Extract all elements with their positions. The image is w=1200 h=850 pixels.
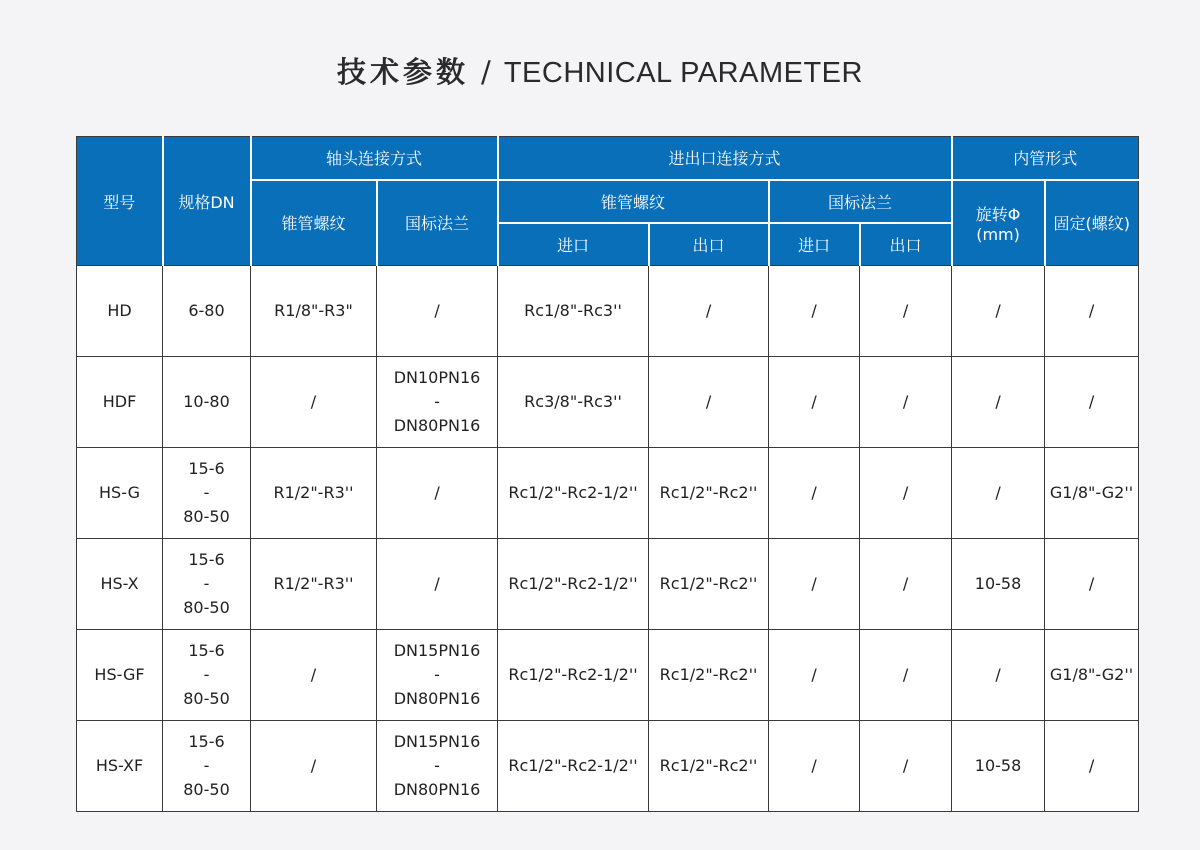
cell-taper-outlet: / [649, 266, 769, 357]
cell-flange-outlet: / [860, 539, 952, 630]
cell-spec-line: 15-6 [188, 459, 225, 478]
header-flange-inlet: 进口 [769, 223, 860, 266]
cell-rotate: 10-58 [952, 721, 1045, 812]
cell-fixed: G1/8"-G2'' [1045, 630, 1139, 721]
cell-shaft-flange-line: / [434, 483, 440, 502]
header-taper-inlet: 进口 [498, 223, 649, 266]
cell-spec [163, 630, 251, 721]
cell-taper-outlet: Rc1/2"-Rc2'' [649, 630, 769, 721]
cell-spec [163, 721, 251, 812]
header-rotate-line1: 旋转Φ [975, 204, 1021, 224]
cell-taper-inlet: Rc1/2"-Rc2-1/2'' [498, 539, 649, 630]
cell-spec [163, 357, 251, 448]
header-rotate [952, 180, 1045, 266]
cell-flange-inlet: / [769, 630, 860, 721]
header-spec: 规格DN [163, 137, 251, 266]
cell-fixed: / [1045, 357, 1139, 448]
header-shaft-flange: 国标法兰 [377, 180, 498, 266]
cell-spec [163, 448, 251, 539]
table-row [77, 357, 1139, 448]
page-title [0, 50, 1200, 91]
table-row [77, 539, 1139, 630]
header-fixed-thread: 固定(螺纹) [1045, 180, 1139, 266]
cell-rotate: / [952, 357, 1045, 448]
cell-flange-outlet: / [860, 266, 952, 357]
cell-shaft-flange-line: - [434, 665, 440, 684]
cell-spec-line: 15-6 [188, 550, 225, 569]
cell-spec [163, 266, 251, 357]
cell-shaft-taper: / [251, 630, 377, 721]
cell-shaft-taper: / [251, 357, 377, 448]
cell-model: HS-XF [77, 721, 163, 812]
cell-shaft-flange-line: DN15PN16 [393, 641, 481, 660]
cell-flange-inlet: / [769, 448, 860, 539]
cell-shaft-taper: R1/8"-R3" [251, 266, 377, 357]
header-model: 型号 [77, 137, 163, 266]
cell-model: HD [77, 266, 163, 357]
cell-fixed: / [1045, 266, 1139, 357]
table-row [77, 721, 1139, 812]
cell-shaft-flange [377, 357, 498, 448]
header-taper-outlet: 出口 [649, 223, 769, 266]
cell-taper-inlet: Rc3/8"-Rc3'' [498, 357, 649, 448]
cell-shaft-taper: R1/2"-R3'' [251, 448, 377, 539]
title-cn: 技术参数 [337, 55, 470, 89]
cell-taper-inlet: Rc1/2"-Rc2-1/2'' [498, 448, 649, 539]
header-flange-outlet: 出口 [860, 223, 952, 266]
cell-shaft-flange-line: / [434, 301, 440, 320]
cell-shaft-flange-line: - [434, 392, 440, 411]
cell-flange-outlet: / [860, 630, 952, 721]
cell-model: HS-X [77, 539, 163, 630]
cell-flange-outlet: / [860, 721, 952, 812]
cell-shaft-flange-line: DN80PN16 [393, 416, 481, 435]
cell-spec-line: 15-6 [188, 732, 225, 751]
cell-shaft-flange-line: DN80PN16 [393, 780, 481, 799]
cell-taper-inlet: Rc1/2"-Rc2-1/2'' [498, 721, 649, 812]
cell-spec-line: - [203, 665, 210, 684]
cell-flange-inlet: / [769, 721, 860, 812]
cell-shaft-flange [377, 266, 498, 357]
header-shaft-connection: 轴头连接方式 [251, 137, 498, 180]
table-row [77, 630, 1139, 721]
cell-taper-outlet: Rc1/2"-Rc2'' [649, 721, 769, 812]
title-separator: / [481, 55, 492, 89]
cell-shaft-flange [377, 539, 498, 630]
header-io-flange: 国标法兰 [769, 180, 952, 223]
cell-fixed: / [1045, 721, 1139, 812]
header-shaft-taper-thread: 锥管螺纹 [251, 180, 377, 266]
cell-shaft-taper: R1/2"-R3'' [251, 539, 377, 630]
cell-taper-outlet: / [649, 357, 769, 448]
cell-fixed: / [1045, 539, 1139, 630]
cell-flange-inlet: / [769, 266, 860, 357]
cell-shaft-flange [377, 721, 498, 812]
cell-rotate: / [952, 266, 1045, 357]
cell-flange-outlet: / [860, 448, 952, 539]
cell-taper-inlet: Rc1/2"-Rc2-1/2'' [498, 630, 649, 721]
cell-shaft-flange-line: DN10PN16 [393, 368, 481, 387]
cell-model: HS-GF [77, 630, 163, 721]
cell-rotate: / [952, 630, 1045, 721]
cell-taper-outlet: Rc1/2"-Rc2'' [649, 539, 769, 630]
cell-spec-line: 10-80 [183, 392, 230, 411]
table-body [77, 266, 1139, 812]
cell-taper-inlet: Rc1/8"-Rc3'' [498, 266, 649, 357]
cell-spec-line: 6-80 [188, 301, 225, 320]
header-io-taper-thread: 锥管螺纹 [498, 180, 769, 223]
cell-rotate: 10-58 [952, 539, 1045, 630]
cell-shaft-flange-line: / [434, 574, 440, 593]
cell-shaft-flange-line: DN15PN16 [393, 732, 481, 751]
cell-spec-line: - [203, 756, 210, 775]
cell-spec-line: 80-50 [183, 507, 230, 526]
header-io-connection: 进出口连接方式 [498, 137, 952, 180]
cell-spec-line: 15-6 [188, 641, 225, 660]
header-inner-pipe: 内管形式 [952, 137, 1139, 180]
cell-spec-line: 80-50 [183, 598, 230, 617]
cell-model: HS-G [77, 448, 163, 539]
cell-shaft-taper: / [251, 721, 377, 812]
cell-shaft-flange-line: DN80PN16 [393, 689, 481, 708]
cell-flange-inlet: / [769, 357, 860, 448]
technical-parameter-table [76, 136, 1139, 812]
cell-rotate: / [952, 448, 1045, 539]
cell-model: HDF [77, 357, 163, 448]
cell-taper-outlet: Rc1/2"-Rc2'' [649, 448, 769, 539]
cell-spec [163, 539, 251, 630]
cell-flange-inlet: / [769, 539, 860, 630]
cell-spec-line: - [203, 483, 210, 502]
cell-spec-line: - [203, 574, 210, 593]
cell-spec-line: 80-50 [183, 689, 230, 708]
header-rotate-line2: (mm) [976, 224, 1020, 244]
cell-shaft-flange [377, 448, 498, 539]
table-row [77, 266, 1139, 357]
table-row [77, 448, 1139, 539]
cell-shaft-flange [377, 630, 498, 721]
cell-fixed: G1/8"-G2'' [1045, 448, 1139, 539]
title-en: TECHNICAL PARAMETER [503, 57, 863, 89]
cell-shaft-flange-line: - [434, 756, 440, 775]
cell-flange-outlet: / [860, 357, 952, 448]
cell-spec-line: 80-50 [183, 780, 230, 799]
